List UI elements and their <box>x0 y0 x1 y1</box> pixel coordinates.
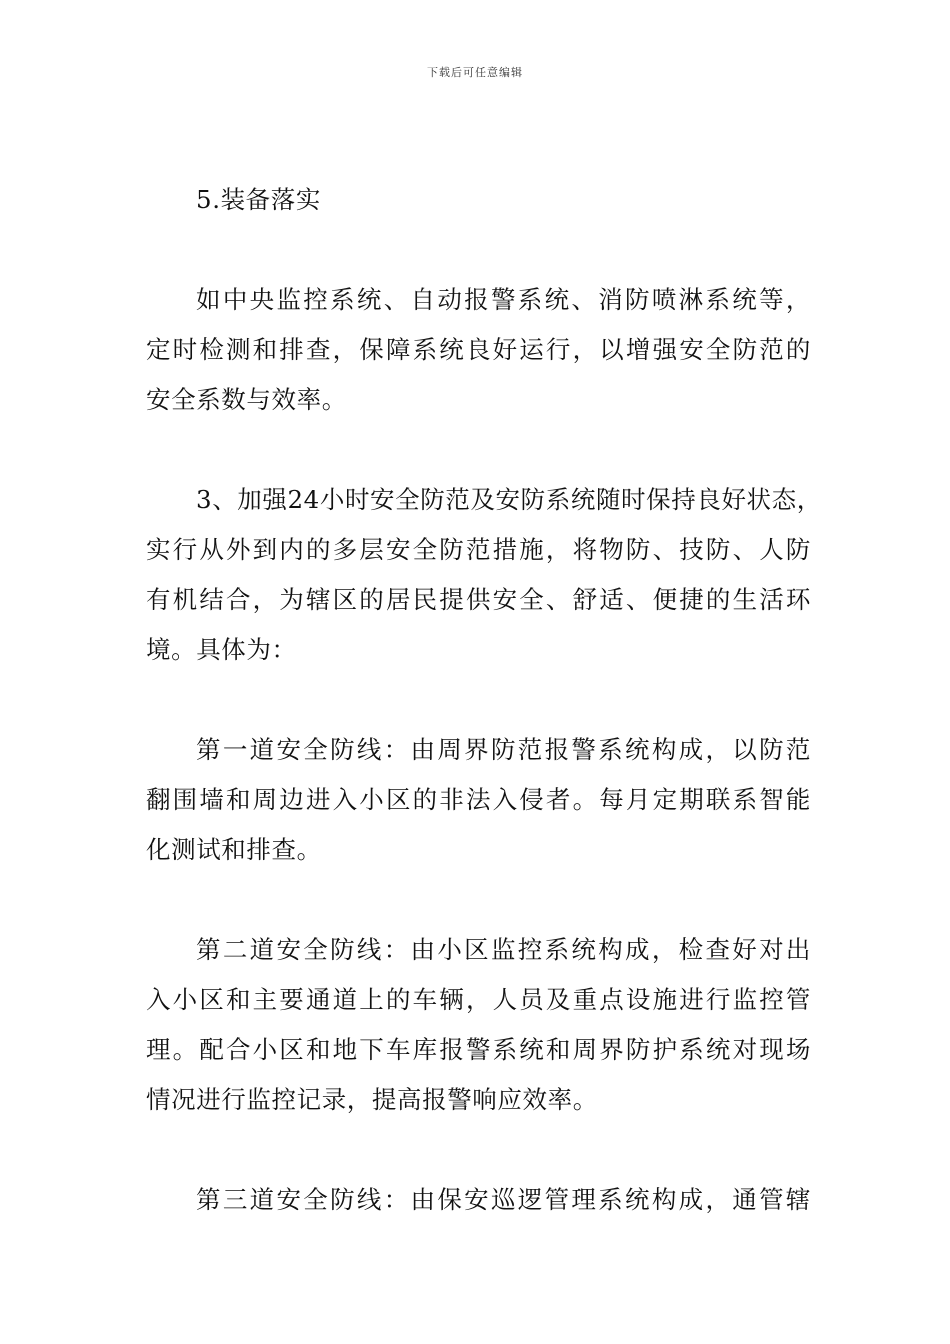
paragraph-4-line-1: 第二道安全防线：由小区监控系统构成，检查好对出 <box>196 935 811 964</box>
paragraph-1-line-3: 安全系数与效率。 <box>146 385 347 414</box>
paragraph-4-line-2: 入小区和主要通道上的车辆，人员及重点设施进行监控管 <box>146 985 811 1014</box>
paragraph-2-line-4: 境。具体为： <box>146 635 297 664</box>
paragraph-1-line-2: 定时检测和排查，保障系统良好运行，以增强安全防范的 <box>146 335 811 364</box>
paragraph-3-line-2: 翻围墙和周边进入小区的非法入侵者。每月定期联系智能 <box>146 785 811 814</box>
section-heading: 5.装备落实 <box>196 185 321 214</box>
paragraph-3-line-1: 第一道安全防线：由周界防范报警系统构成，以防范 <box>196 735 811 764</box>
paragraph-2-line-2: 实行从外到内的多层安全防范措施，将物防、技防、人防 <box>146 535 811 564</box>
paragraph-4-line-3: 理。配合小区和地下车库报警系统和周界防护系统对现场 <box>146 1035 811 1064</box>
paragraph-2-line-3: 有机结合，为辖区的居民提供安全、舒适、便捷的生活环 <box>146 585 811 614</box>
header-note: 下载后可任意编辑 <box>427 66 523 79</box>
paragraph-4-line-4: 情况进行监控记录，提高报警响应效率。 <box>146 1085 598 1114</box>
paragraph-5-line-1: 第三道安全防线：由保安巡逻管理系统构成，通管辖 <box>196 1185 811 1214</box>
paragraph-2-line-1: 3、加强24小时安全防范及安防系统随时保持良好状态， <box>196 485 822 514</box>
paragraph-3-line-3: 化测试和排查。 <box>146 835 322 864</box>
paragraph-1-line-1: 如中央监控系统、自动报警系统、消防喷淋系统等， <box>196 285 811 314</box>
